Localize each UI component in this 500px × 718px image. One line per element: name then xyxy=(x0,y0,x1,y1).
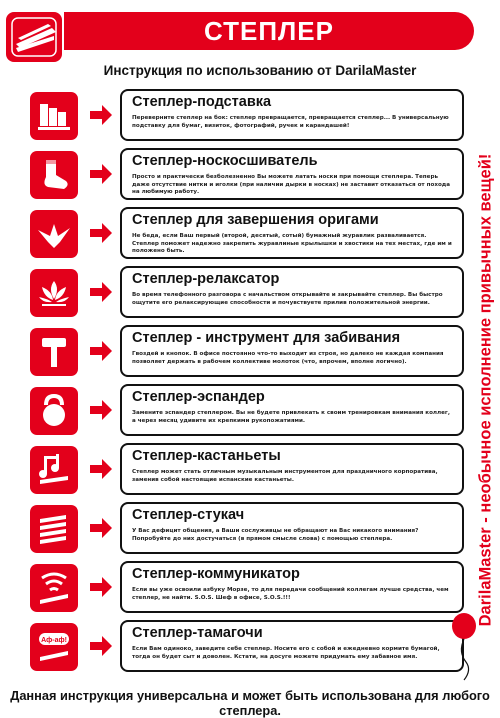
list-item xyxy=(30,207,470,259)
kettlebell-icon xyxy=(30,387,78,435)
card-title: Степлер-тамагочи xyxy=(132,625,263,641)
list-item xyxy=(30,384,470,436)
stapler-stand-icon xyxy=(30,92,78,140)
card-title: Степлер-кастаньеты xyxy=(132,448,281,464)
subtitle: Инструкция по использованию от DarilaMaster xyxy=(103,63,417,78)
instruction-card xyxy=(120,620,464,672)
instruction-card xyxy=(120,325,464,377)
bubble-text: Аф-аф! xyxy=(41,637,67,644)
arrow-right-icon xyxy=(90,282,112,302)
card-title: Степлер-носкосшиватель xyxy=(132,153,318,169)
list-item xyxy=(30,266,470,318)
arrow-right-icon xyxy=(90,105,112,125)
card-title: Степлер-релаксатор xyxy=(132,271,280,287)
music-notes-icon xyxy=(30,446,78,494)
lotus-icon xyxy=(30,269,78,317)
instruction-card xyxy=(120,443,464,495)
card-title: Степлер-подставка xyxy=(132,94,272,110)
card-description: Просто и практически безболезненно Вы можете латать носки при помощи степлера. Теперь даже отсутствие нитки и иголки (при наличии дырки в носках) не заставит отказаться от похода на любимую работу. xyxy=(132,174,451,195)
card-description: Если вы уже освоили азбуку Морзе, то для передачи сообщений коллегам лучше средства, чем степлер, не найти. S.O.S. Шеф в офисе, S.O.S.!!! xyxy=(132,587,449,601)
instruction-card xyxy=(120,207,464,259)
origami-crane-icon xyxy=(30,210,78,258)
card-title: Степлер-стукач xyxy=(132,507,245,523)
speech-bubble-icon xyxy=(30,623,78,671)
signal-waves-icon xyxy=(30,564,78,612)
header-banner xyxy=(0,8,474,56)
arrow-right-icon xyxy=(90,636,112,656)
side-slogan-text: DarilaMaster - необычное исполнение привычных вещей! xyxy=(476,153,495,627)
list-item xyxy=(30,502,470,554)
card-description: Замените эспандер степлером. Вы не будете привлекать к своим тренировкам внимания коллег, а через месяц удивите их крепкими рукопожатиями. xyxy=(132,410,450,424)
card-title: Степлер для завершения оригами xyxy=(132,212,379,228)
page-title: СТЕПЛЕР xyxy=(204,16,334,46)
list-item xyxy=(30,325,470,377)
list-item xyxy=(30,89,470,141)
card-description: Не беда, если Ваш первый (второй, десятый, сотый) бумажный журавлик разваливается. Степлер поможет надежно закрепить журавлиные крылышки и хвостики на тех местах, где им и положено быть. xyxy=(132,233,452,254)
instruction-card xyxy=(120,148,464,200)
side-slogan xyxy=(472,95,500,685)
card-description: Если Вам одиноко, заведите себе степлер. Носите его с собой и ежедневно кормите бумагой, тогда он будет сыт и доволен. Кстати, на досуге можете придумать ему забавное имя. xyxy=(132,646,440,660)
balloon-icon xyxy=(444,612,484,682)
arrow-right-icon xyxy=(90,577,112,597)
instruction-card xyxy=(120,502,464,554)
list-item xyxy=(30,561,470,613)
arrow-right-icon xyxy=(90,164,112,184)
stapler-icon xyxy=(2,8,72,68)
sock-icon xyxy=(30,151,78,199)
footer-note: Данная инструкция универсальна и может быть использована для любого степлера. xyxy=(10,688,490,718)
instruction-card xyxy=(120,89,464,141)
arrow-right-icon xyxy=(90,341,112,361)
card-description: Гвоздей и кнопок. В офисе постоянно что-то выходит из строя, но далеко не каждая компания позволяет держать в рабочем коллективе молоток (что, впрочем, вполне логично). xyxy=(132,351,444,365)
arrow-right-icon xyxy=(90,223,112,243)
card-title: Степлер-коммуникатор xyxy=(132,566,300,582)
card-description: У Вас дефицит общения, а Ваши сослуживцы не обращают на Вас никакого внимания? Попробуйте до них достучаться (в прямом смысле слова) с помощью степлера. xyxy=(132,528,419,542)
card-title: Степлер - инструмент для забивания xyxy=(132,330,401,346)
instruction-card xyxy=(120,561,464,613)
hammer-icon xyxy=(30,328,78,376)
card-title: Степлер-эспандер xyxy=(132,389,265,405)
card-description: Степлер может стать отличным музыкальным инструментом для праздничного корпоратива, заменив собой настоящие испанские кастаньеты. xyxy=(132,469,438,483)
arrow-right-icon xyxy=(90,459,112,479)
list-item xyxy=(30,620,470,672)
list-item xyxy=(30,148,470,200)
arrow-right-icon xyxy=(90,518,112,538)
list-item xyxy=(30,443,470,495)
instruction-card xyxy=(120,384,464,436)
megaphone-icon xyxy=(30,505,78,553)
instruction-card xyxy=(120,266,464,318)
card-description: Во время телефонного разговора с начальством открывайте и закрывайте степлер. Вы быстро ощутите его релаксирующие способности и почувствуете прилив положительной энергии. xyxy=(132,292,443,306)
card-description: Переверните степлер на бок: степлер превращается, превращается степлер... В универсальную подставку для бумаг, визиток, фотографий, ручек и карандашей! xyxy=(132,115,449,129)
arrow-right-icon xyxy=(90,400,112,420)
